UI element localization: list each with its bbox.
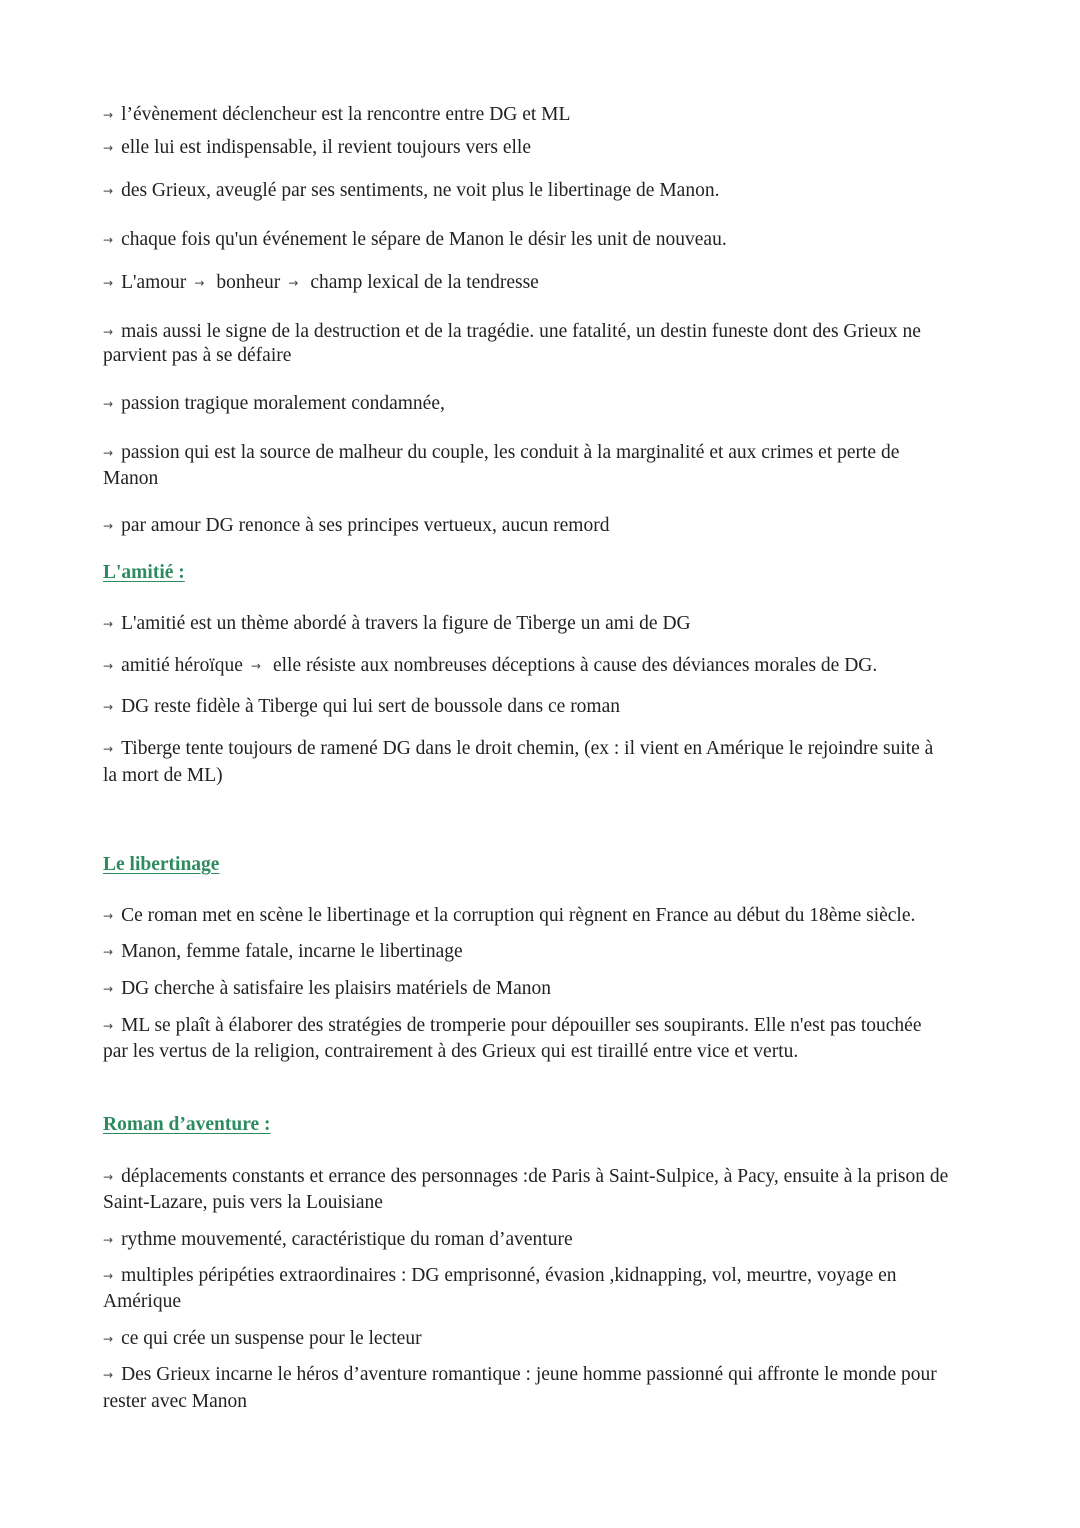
section-heading-libertinage: Le libertinage	[103, 854, 220, 875]
bullet-item: → Ce roman met en scène le libertinage et la corruption qui règnent en France au début du 18ème siècle.	[103, 903, 983, 929]
bullet-continuation: Saint-Lazare, puis vers la Louisiane	[103, 1192, 383, 1213]
arrow-icon: →	[194, 276, 205, 290]
arrow-icon: →	[288, 276, 299, 290]
bullet-item: → amitié héroïque → elle résiste aux nombreuses déceptions à cause des déviances morales de DG.	[103, 653, 983, 679]
bullet-item: → rythme mouvementé, caractéristique du roman d’aventure	[103, 1227, 983, 1253]
arrow-icon: →	[103, 945, 114, 959]
arrow-icon: →	[103, 1368, 114, 1382]
bullet-continuation: rester avec Manon	[103, 1391, 248, 1412]
arrow-icon: →	[103, 233, 114, 247]
bullet-item: → DG cherche à satisfaire les plaisirs matériels de Manon	[103, 976, 983, 1002]
arrow-icon: →	[103, 1170, 114, 1184]
arrow-icon: →	[103, 909, 114, 923]
bullet-item: → L'amour → bonheur → champ lexical de la tendresse	[103, 270, 983, 296]
bullet-continuation: Amérique	[103, 1291, 181, 1312]
bullet-item: → ML se plaît à élaborer des stratégies de tromperie pour dépouiller ses soupirants. Elle n'est pas touchée	[103, 1013, 983, 1039]
bullet-item: → DG reste fidèle à Tiberge qui lui sert de boussole dans ce roman	[103, 694, 983, 720]
bullet-item: → chaque fois qu'un événement le sépare de Manon le désir les unit de nouveau.	[103, 227, 983, 253]
section-heading-amitie: L'amitié :	[103, 562, 185, 583]
bullet-item: → mais aussi le signe de la destruction et de la tragédie. une fatalité, un destin funeste dont des Grieux ne	[103, 319, 983, 345]
arrow-icon: →	[250, 659, 261, 673]
arrow-icon: →	[103, 742, 114, 756]
bullet-item: → elle lui est indispensable, il revient toujours vers elle	[103, 135, 983, 161]
arrow-icon: →	[103, 659, 114, 673]
bullet-item: → passion qui est la source de malheur du couple, les conduit à la marginalité et aux crimes et perte de	[103, 440, 983, 466]
bullet-item: → L'amitié est un thème abordé à travers la figure de Tiberge un ami de DG	[103, 611, 983, 637]
arrow-icon: →	[103, 982, 114, 996]
arrow-icon: →	[103, 397, 114, 411]
arrow-icon: →	[103, 617, 114, 631]
bullet-item: → par amour DG renonce à ses principes vertueux, aucun remord	[103, 513, 983, 539]
section-heading-aventure: Roman d’aventure :	[103, 1114, 271, 1135]
arrow-icon: →	[103, 519, 114, 533]
bullet-item: → passion tragique moralement condamnée,	[103, 391, 983, 417]
bullet-item: → Tiberge tente toujours de ramené DG dans le droit chemin, (ex : il vient en Amérique le rejoindre suite à	[103, 736, 983, 762]
bullet-item: → Manon, femme fatale, incarne le libertinage	[103, 939, 983, 965]
bullet-continuation: la mort de ML)	[103, 765, 223, 786]
arrow-icon: →	[103, 108, 114, 122]
bullet-continuation: par les vertus de la religion, contrairement à des Grieux qui est tiraillé entre vice et vertu.	[103, 1041, 799, 1062]
arrow-icon: →	[103, 1233, 114, 1247]
arrow-icon: →	[103, 184, 114, 198]
arrow-icon: →	[103, 700, 114, 714]
bullet-continuation: Manon	[103, 468, 159, 489]
arrow-icon: →	[103, 1269, 114, 1283]
arrow-icon: →	[103, 325, 114, 339]
bullet-item: → Des Grieux incarne le héros d’aventure romantique : jeune homme passionné qui affronte le monde pour	[103, 1362, 983, 1388]
bullet-item: → des Grieux, aveuglé par ses sentiments, ne voit plus le libertinage de Manon.	[103, 178, 983, 204]
bullet-item: → ce qui crée un suspense pour le lecteur	[103, 1326, 983, 1352]
arrow-icon: →	[103, 446, 114, 460]
bullet-item: → déplacements constants et errance des personnages :de Paris à Saint-Sulpice, à Pacy, ensuite à la prison de	[103, 1164, 983, 1190]
arrow-icon: →	[103, 276, 114, 290]
bullet-item: → multiples péripéties extraordinaires : DG emprisonné, évasion ,kidnapping, vol, meurtre, voyage en	[103, 1263, 983, 1289]
arrow-icon: →	[103, 141, 114, 155]
arrow-icon: →	[103, 1019, 114, 1033]
bullet-continuation: parvient pas à se défaire	[103, 345, 292, 366]
bullet-item: → l’évènement déclencheur est la rencontre entre DG et ML	[103, 102, 983, 128]
arrow-icon: →	[103, 1332, 114, 1346]
